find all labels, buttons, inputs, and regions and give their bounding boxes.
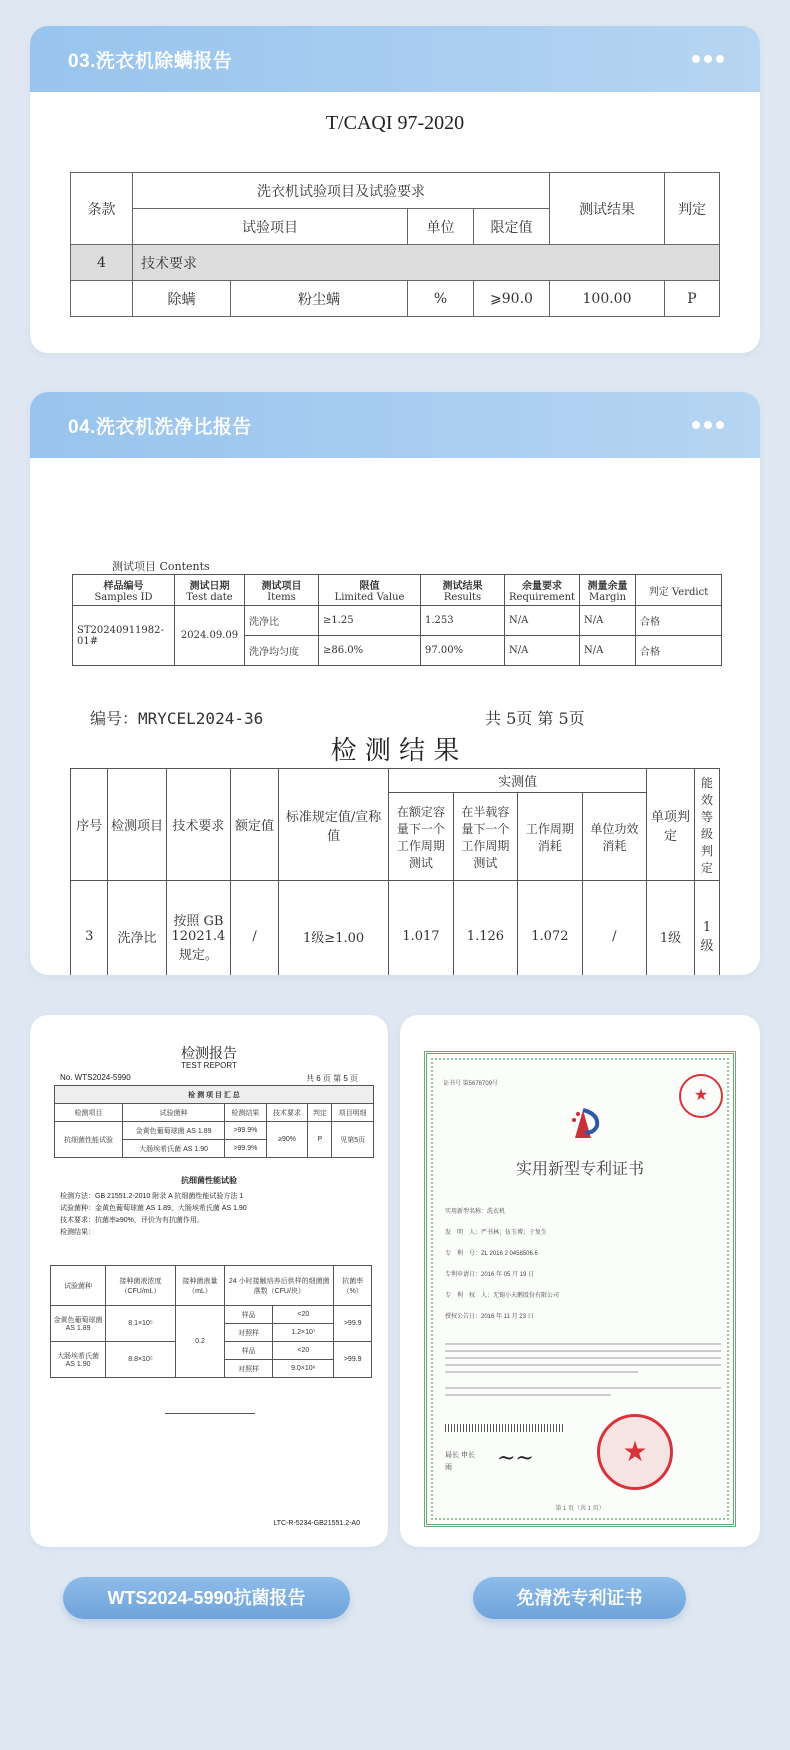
- more-icon[interactable]: [692, 421, 724, 429]
- summary-table: 检 测 项 目 汇 总 检测项目 试验菌种 检测结果 技术要求 判定 项目明细 抗细菌性能试验 金黄色葡萄球菌 AS 1.89 >99.9% ≥90% P 见第5页 大肠埃希氏菌 AS 1.90 >99.9%: [54, 1085, 374, 1158]
- section4-card: [30, 392, 760, 975]
- result-table: 序号 检测项目 技术要求 额定值 标准规定值/宣称值 实测值 单项判定 能效等级判定 在额定容量下一个工作周期测试 在半载容量下一个工作周期测试 工作周期消耗 单位功效消耗 3 洗净比 按照 GB 12021.4 规定。 / 1级≥1.00 1.017 1.126 1.072 / 1级 1级: [70, 768, 720, 975]
- patent-card[interactable]: [400, 1015, 760, 1547]
- doc-title: T/CAQI 97-2020: [325, 112, 465, 134]
- antibacterial-table: 试验菌种 接种菌液浓度（CFU/mL） 接种菌液量（mL） 24 小时接触培养后供样的细菌菌落数（CFU/块） 抗菌率（%） 金黄色葡萄球菌 AS 1.89 8.1×10⁵ 0.2 样品 <20 >99.9 对照样 1.2×10⁷ 大肠埃希氏菌 AS 1.90 8.8×10⁵ 样品 <20 >99.9 对照样 9.0×10⁶: [50, 1265, 372, 1378]
- signer-role: 局长 申长雨: [445, 1452, 475, 1471]
- certificate-body-text: [445, 1338, 721, 1401]
- group-no: 4: [71, 245, 133, 281]
- section-heading: 抗细菌性能试验: [181, 1176, 237, 1185]
- col-limit: 限定值: [474, 209, 550, 245]
- section3-title: 03.洗衣机除螨报告: [68, 51, 233, 72]
- more-icon[interactable]: [692, 55, 724, 63]
- antibacterial-report-card[interactable]: 检测报告 TEST REPORT No. WTS2024-5990 共 6 页 第 5 页 检 测 项 目 汇 总 检测项目 试验菌种 检测结果 技术要求 判定 项目明细 抗细菌性能试验 金黄色葡萄球菌 AS 1.89 >99.9% ≥90% P 见第5页 大肠埃希氏菌 AS 1.90 >99.9% 抗细菌性能试验 检测方法：GB 21551.2-2010 附录 A 抗细菌性能试验方法 1 试验菌种：金黄色葡萄球菌 AS 1.89、大肠埃希氏菌 AS 1.90 技术要求：抗菌率≥90%，评价为有抗菌作用。 检测结果： 试验菌种 接种菌液浓度（CFU/mL） 接种菌液量（mL） 24 小时接触培养后供样的细菌菌落数（CFU/块） 抗菌率（%） 金黄色葡萄球菌 AS 1.89 8.1×10⁵ 0.2 样品 <20 >99.9 对照样 1.2×10⁷ 大肠埃希氏菌 AS 1.90 8.8×10⁵ 样品 <20 >99.9 对照样 9.0×10⁶ LTC-R-5234-GB21551.2-A0: [30, 1015, 388, 1547]
- group-label: 技术要求: [133, 245, 720, 281]
- row-item: 除螨: [133, 281, 231, 317]
- report-no: No. WTS2024-5990: [60, 1073, 131, 1082]
- barcode: [445, 1424, 565, 1432]
- contents-label: 测试项目 Contents: [112, 560, 210, 573]
- row-sub: 粉尘螨: [231, 281, 408, 317]
- row-judge: P: [665, 281, 720, 317]
- section4-header: [30, 392, 760, 458]
- row-limit: ⩾90.0: [474, 281, 550, 317]
- patent-lines: 实用新型名称：洗衣机 发 明 人：严书林；伍玉博；于复生 专 利 号：ZL 2016 2 0458506.6 专利申请日：2016 年 05 月 19 日 专 利 权 人：无锡小天鹅股份有限公司 授权公告日：2016 年 11 月 23 日: [445, 1209, 560, 1320]
- test-date: 2024.09.09: [175, 606, 245, 666]
- result-title: 检 测 结 果: [330, 736, 460, 766]
- section3-header: [30, 26, 760, 92]
- report-title: 检测报告: [181, 1045, 237, 1061]
- report-subtitle: TEST REPORT: [181, 1061, 237, 1070]
- row-unit: %: [408, 281, 474, 317]
- report-pages: 共 6 页 第 5 页: [305, 1074, 358, 1083]
- col-no: 条款: [71, 173, 133, 245]
- col-unit: 单位: [408, 209, 474, 245]
- certificate-frame: [424, 1051, 736, 1527]
- col-result: 测试结果: [550, 173, 665, 245]
- col-item: 试验项目: [133, 209, 408, 245]
- contents-table: 样品编号 Samples ID 测试日期 Test date 测试项目 Items 限值 Limited Value 测试结果 Results 余量要求 Requirement 测量余量 Margin 判定 Verdict ST20240911982-01# 2024.09.09 洗净比 ≥1.25 1.253 N/A N/A 合格 洗净均匀度 ≥86.0% 97.00% N/A N/A 合格: [72, 574, 722, 666]
- signature-icon: ~~: [497, 1446, 534, 1471]
- patent-logo-icon: [565, 1104, 605, 1144]
- col-judge: 判定: [665, 173, 720, 245]
- page-count: 共 5页 第 5页: [485, 709, 585, 728]
- cert-no: 证书号 第5678709号: [443, 1081, 499, 1087]
- antibacterial-report-button[interactable]: WTS2024-5990抗菌报告: [63, 1577, 350, 1619]
- col-group: 洗衣机试验项目及试验要求: [133, 173, 550, 209]
- sample-id: ST20240911982-01#: [73, 606, 175, 666]
- section3-card: [30, 26, 760, 353]
- page-foot: 第 1 页（共 1 页）: [555, 1506, 605, 1512]
- official-seal: ★: [597, 1414, 673, 1490]
- report-footer: LTC-R-5234-GB21551.2-A0: [273, 1520, 360, 1527]
- signature-line: [165, 1413, 255, 1414]
- row-result: 100.00: [550, 281, 665, 317]
- official-seal-top: ★: [679, 1074, 723, 1118]
- patent-certificate-button[interactable]: 免清洗专利证书: [473, 1577, 686, 1619]
- mite-table: [70, 172, 720, 317]
- section4-title: 04.洗衣机洗净比报告: [68, 417, 252, 438]
- patent-title: 实用新型专利证书: [515, 1159, 644, 1178]
- report-no: 编号：MRYCEL2024-36: [90, 709, 264, 728]
